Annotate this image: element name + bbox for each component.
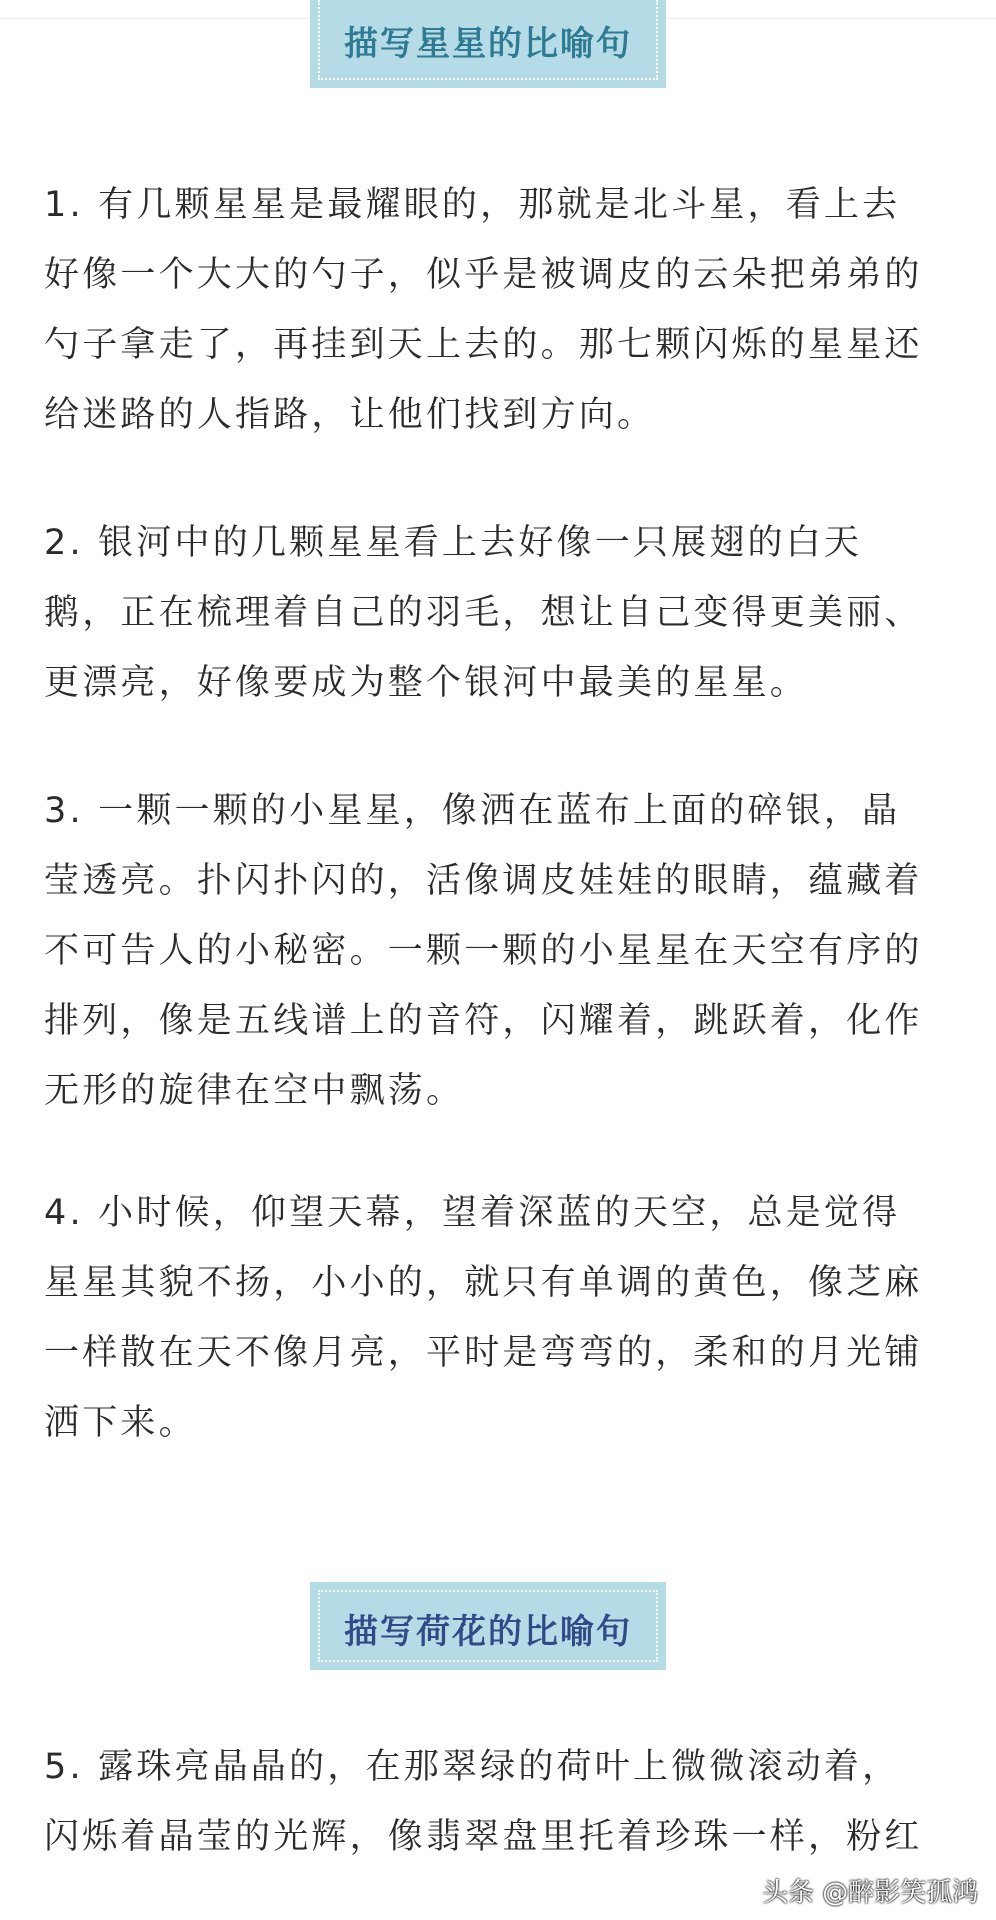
text-line: 洒下来。	[44, 1403, 197, 1443]
watermark: 头条 @醉影笑孤鸿	[762, 1878, 979, 1908]
text-line: 莹透亮。扑闪扑闪的，活像调皮娃娃的眼睛，蕴藏着	[44, 861, 923, 901]
text-line: 1. 有几颗星星是最耀眼的，那就是北斗星，看上去	[44, 185, 901, 225]
section-title-lotus	[310, 1582, 666, 1670]
paragraph-2	[44, 508, 964, 718]
text-line: 闪烁着晶莹的光辉，像翡翠盘里托着珍珠一样，粉红	[44, 1817, 923, 1857]
text-line: 2. 银河中的几颗星星看上去好像一只展翅的白天	[44, 523, 863, 563]
text-line: 鹅，正在梳理着自己的羽毛，想让自己变得更美丽、	[44, 593, 923, 633]
text-line: 无形的旋律在空中飘荡。	[44, 1071, 465, 1111]
text-line: 3. 一颗一颗的小星星，像洒在蓝布上面的碎银，晶	[44, 791, 901, 831]
text-line: 星星其貌不扬，小小的，就只有单调的黄色，像芝麻	[44, 1263, 923, 1303]
text-line: 5. 露珠亮晶晶的，在那翠绿的荷叶上微微滚动着，	[44, 1747, 901, 1787]
text-line: 排列，像是五线谱上的音符，闪耀着，跳跃着，化作	[44, 1001, 923, 1041]
text-line: 4. 小时候，仰望天幕，望着深蓝的天空，总是觉得	[44, 1193, 901, 1233]
text-line: 给迷路的人指路，让他们找到方向。	[44, 395, 656, 435]
section-title-text: 描写荷花的比喻句	[344, 1612, 632, 1652]
paragraph-4	[44, 1178, 964, 1458]
text-line: 一样散在天不像月亮，平时是弯弯的，柔和的月光铺	[44, 1333, 923, 1373]
text-line: 好像一个大大的勺子，似乎是被调皮的云朵把弟弟的	[44, 255, 923, 295]
paragraph-5	[44, 1732, 964, 1872]
text-line: 更漂亮，好像要成为整个银河中最美的星星。	[44, 663, 809, 703]
section-title-text: 描写星星的比喻句	[344, 24, 632, 64]
text-line: 勺子拿走了，再挂到天上去的。那七颗闪烁的星星还	[44, 325, 923, 365]
section-title-stars	[310, 0, 666, 88]
paragraph-3	[44, 776, 964, 1126]
text-line: 不可告人的小秘密。一颗一颗的小星星在天空有序的	[44, 931, 923, 971]
paragraph-1	[44, 170, 964, 450]
